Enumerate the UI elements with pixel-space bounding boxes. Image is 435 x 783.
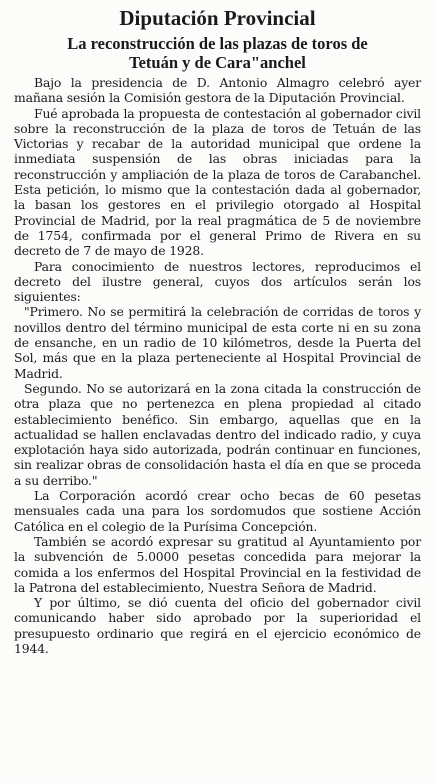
paragraph-session: Bajo la presidencia de D. Antonio Almagro celebró ayer mañana sesión la Comisión gestora de la Diputación Provincial. [14, 75, 421, 106]
paragraph-article-one: "Primero. No se permitirá la celebración de corridas de toros y novillos dentro del término municipal de esta corte ni en su zona de ensanche, en un radio de 10 kilómetros, desde la Puerta del Sol, más que en la plaza perteneciente al Hospital Provincial de Madrid. [14, 304, 421, 381]
paragraph-article-two: Segundo. No se autorizará en la zona citada la construcción de otra plaza que no pertenezca en plena propiedad al citado establecimiento benéfico. Sin embargo, aquellas que en la actualidad se hallen enclavadas dentro del indicado radio, y cuya explotación haya sido autorizada, podrán continuar en funciones, sin realizar obras de consolidación hasta el día en que se proceda a su derribo." [14, 380, 421, 488]
section-headline: Diputación Provincial [119, 6, 316, 30]
paragraph-decree-intro: Para conocimiento de nuestros lectores, reproducimos el decreto del ilustre general, cuyos dos artículos serán los siguientes: [14, 258, 421, 305]
paragraph-gratitude: También se acordó expresar su gratitud al Ayuntamiento por la subvención de 5.0000 pesetas concedida para mejorar la comida a los enfermos del Hospital Provincial en la festividad de la Patrona del establecimiento, Nuestra Señora de Madrid. [14, 533, 421, 595]
article-body [14, 75, 421, 656]
article-subheadline [14, 34, 421, 72]
subheadline-line-1: La reconstrucción de las plazas de toros de [67, 34, 368, 53]
paragraph-budget: Y por último, se dió cuenta del oficio del gobernador civil comunicando haber sido aprobado por la superioridad el presupuesto ordinario que regirá en el ejercicio económico de 1944. [14, 595, 421, 656]
subheadline-line-2: Tetuán y de Cara"anchel [129, 53, 306, 72]
paragraph-proposal: Fué aprobada la propuesta de contestación al gobernador civil sobre la reconstrucción de la plaza de toros de Tetuán de las Victorias y recabar de la autoridad municipal que ordene la inmediata suspensión de las obras iniciadas para la reconstrucción y ampliación de la plaza de toros de Carabanchel. Esta petición, lo mismo que la contestación dada al gobernador, la basan los gestores en el privilegio otorgado al Hospital Provincial de Madrid, por la real pragmática de 5 de noviembre de 1754, confirmada por el general Primo de Rivera en su decreto de 7 de mayo de 1928. [14, 105, 421, 259]
paragraph-scholarships: La Corporación acordó crear ocho becas de 60 pesetas mensuales cada una para los sordomudos que sostiene Acción Católica en el colegio de la Purísima Concepción. [14, 488, 421, 534]
